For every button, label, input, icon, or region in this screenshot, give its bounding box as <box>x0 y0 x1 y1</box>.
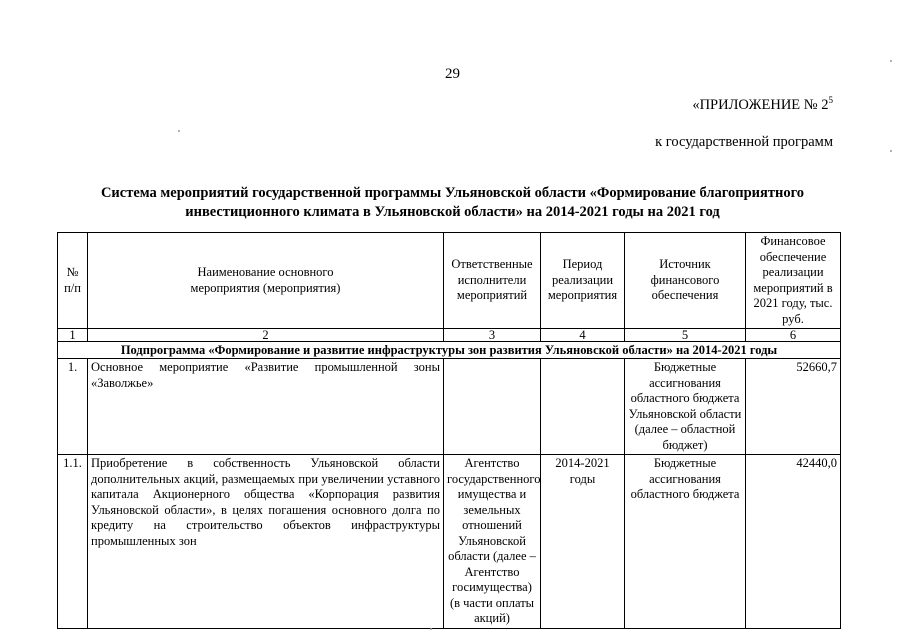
title-line-1: Система мероприятий государственной программы Ульяновской области «Формирование благоприятного <box>100 185 805 201</box>
page-number: 29 <box>445 66 460 82</box>
header-num: № п/п <box>58 233 88 329</box>
table-row <box>58 359 841 455</box>
column-number-row <box>58 329 841 342</box>
header-row <box>58 233 841 329</box>
row-source: Бюджетные ассигнования областного бюджета Ульяновской области (далее – областной бюджет) <box>625 359 746 455</box>
header-finance: Финансовое обеспечение реализации мероприятий в 2021 году, тыс. руб. <box>746 233 841 329</box>
scan-speck <box>890 150 892 152</box>
header-executor: Ответственные исполнители мероприятий <box>444 233 541 329</box>
row-num: 1.1. <box>58 455 88 629</box>
title-line-2: инвестиционного климата в Ульяновской области» на 2014-2021 годы на 2021 год <box>185 204 720 220</box>
row-executor <box>444 359 541 455</box>
row-finance: 42440,0 <box>746 455 841 629</box>
col-number: 1 <box>58 329 88 342</box>
measures-table <box>57 232 841 629</box>
program-reference: к государственной программ <box>655 134 833 150</box>
row-finance: 52660,7 <box>746 359 841 455</box>
scan-speck <box>178 130 180 132</box>
header-name: Наименование основного мероприятия (мероприятия) <box>88 233 444 329</box>
subprogram-row <box>58 342 841 359</box>
row-source: Бюджетные ассигнования областного бюджета <box>625 455 746 629</box>
table-row <box>58 455 841 629</box>
row-period <box>541 359 625 455</box>
scan-speck <box>890 60 892 62</box>
header-period: Период реализации мероприятия <box>541 233 625 329</box>
document-title <box>70 184 835 222</box>
col-number: 4 <box>541 329 625 342</box>
col-number: 2 <box>88 329 444 342</box>
row-executor: Агентство государственного имущества и земельных отношений Ульяновской области (далее – Агентство госимущества) (в части оплаты акций) <box>444 455 541 629</box>
col-number: 5 <box>625 329 746 342</box>
col-number: 6 <box>746 329 841 342</box>
col-number: 3 <box>444 329 541 342</box>
scan-speck <box>430 628 432 630</box>
row-num: 1. <box>58 359 88 455</box>
appendix-text: «ПРИЛОЖЕНИЕ № 2 <box>692 97 829 113</box>
row-name: Основное мероприятие «Развитие промышленной зоны «Заволжье» <box>88 359 444 455</box>
subprogram-title: Подпрограмма «Формирование и развитие инфраструктуры зон развития Ульяновской области» на 2014-2021 годы <box>58 342 841 359</box>
appendix-superscript: 5 <box>828 95 833 105</box>
row-name: Приобретение в собственность Ульяновской области дополнительных акций, размещаемых при увеличении уставного капитала Акционерного общества «Корпорация развития Ульяновской области», в целях погашения основного долга по кредиту на строительство объектов инфраструктуры промышленных зон <box>88 455 444 629</box>
row-period: 2014-2021 годы <box>541 455 625 629</box>
appendix-label <box>692 97 833 114</box>
header-source: Источник финансового обеспечения <box>625 233 746 329</box>
